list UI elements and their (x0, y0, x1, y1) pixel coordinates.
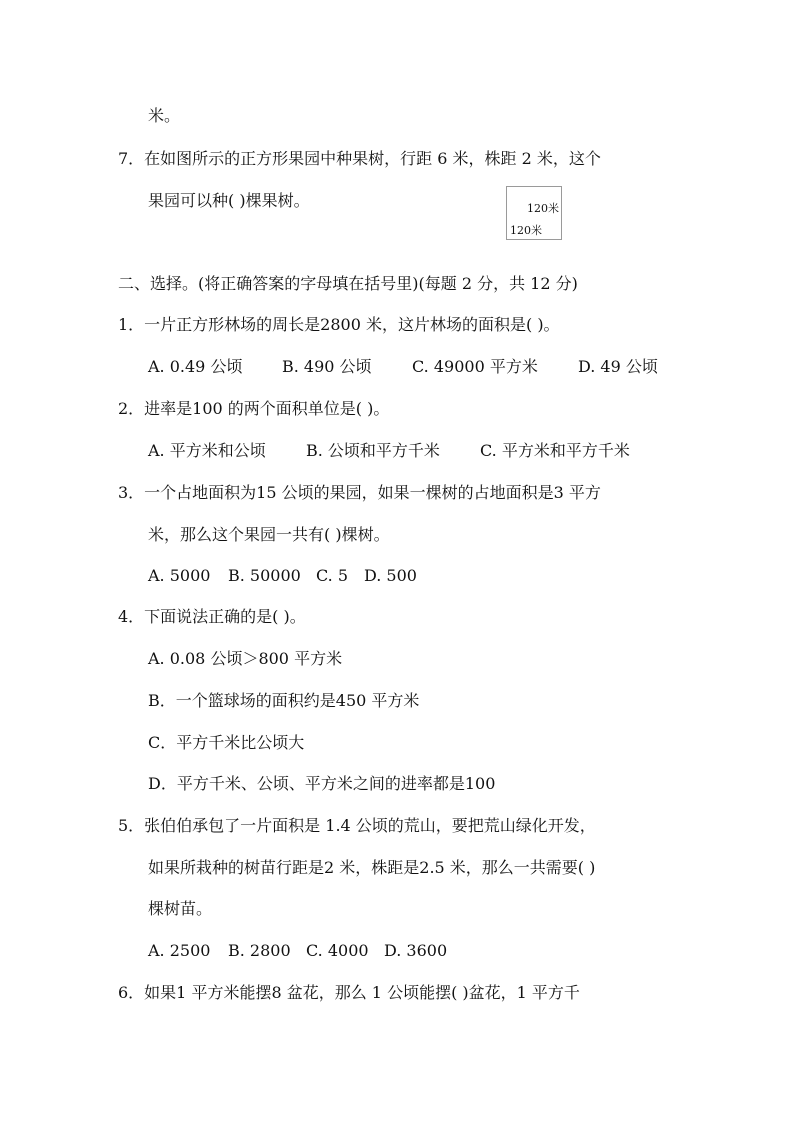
question-2-options (148, 440, 630, 462)
option-a: A. 2500 (148, 941, 211, 960)
option-c: C. 平方米和平方千米 (480, 441, 630, 460)
question-4-option-b: B．一个篮球场的面积约是450 平方米 (148, 691, 420, 710)
question-1-text: 1．一片正方形林场的周长是2800 米，这片林场的面积是( )。 (118, 315, 560, 334)
question-5-line2: 如果所栽种的树苗行距是2 米，株距是2.5 米，那么一共需要( ) (148, 858, 596, 877)
question-4-text: 4．下面说法正确的是( )。 (118, 607, 306, 626)
option-d: D. 500 (364, 566, 417, 585)
question-7-line1: 7．在如图所示的正方形果园中种果树，行距 6 米，株距 2 米，这个 (118, 149, 601, 168)
option-a: A. 平方米和公顷 (148, 441, 266, 460)
question-4-option-a: A. 0.08 公顷＞800 平方米 (148, 649, 343, 668)
question-3-line2: 米，那么这个果园一共有( )棵树。 (148, 525, 390, 544)
square-orchard-figure (506, 186, 562, 240)
option-b: B. 公顷和平方千米 (306, 441, 440, 460)
option-a: A. 0.49 公顷 (148, 357, 243, 376)
question-5-options (148, 940, 447, 962)
figure-bottom-label: 120米 (510, 224, 542, 237)
question-7-line2: 果园可以种( )棵果树。 (148, 191, 310, 210)
question-4-option-c: C．平方千米比公顷大 (148, 733, 305, 752)
option-a: A. 5000 (148, 566, 211, 585)
option-b: B. 490 公顷 (282, 357, 372, 376)
top-fragment: 米。 (148, 106, 181, 125)
option-b: B. 50000 (228, 566, 301, 585)
question-3-options (148, 565, 417, 587)
question-1-options (148, 356, 658, 378)
question-5-line1: 5．张伯伯承包了一片面积是 1.4 公顷的荒山，要把荒山绿化开发， (118, 816, 596, 835)
option-c: C. 4000 (306, 941, 369, 960)
option-c: C. 49000 平方米 (412, 357, 538, 376)
figure-side-label: 120米 (527, 202, 559, 215)
option-c: C. 5 (316, 566, 349, 585)
section-2-title: 二、选择。(将正确答案的字母填在括号里)(每题 2 分，共 12 分) (118, 274, 578, 293)
option-d: D. 3600 (384, 941, 448, 960)
option-d: D. 49 公顷 (578, 357, 658, 376)
question-2-text: 2．进率是100 的两个面积单位是( )。 (118, 399, 390, 418)
option-b: B. 2800 (228, 941, 291, 960)
question-4-option-d: D．平方千米、公顷、平方米之间的进率都是100 (148, 774, 496, 793)
question-3-line1: 3．一个占地面积为15 公顷的果园，如果一棵树的占地面积是3 平方 (118, 483, 601, 502)
question-5-line3: 棵树苗。 (148, 899, 213, 918)
question-6-line1: 6．如果1 平方米能摆8 盆花，那么 1 公顷能摆( )盆花，1 平方千 (118, 983, 580, 1002)
